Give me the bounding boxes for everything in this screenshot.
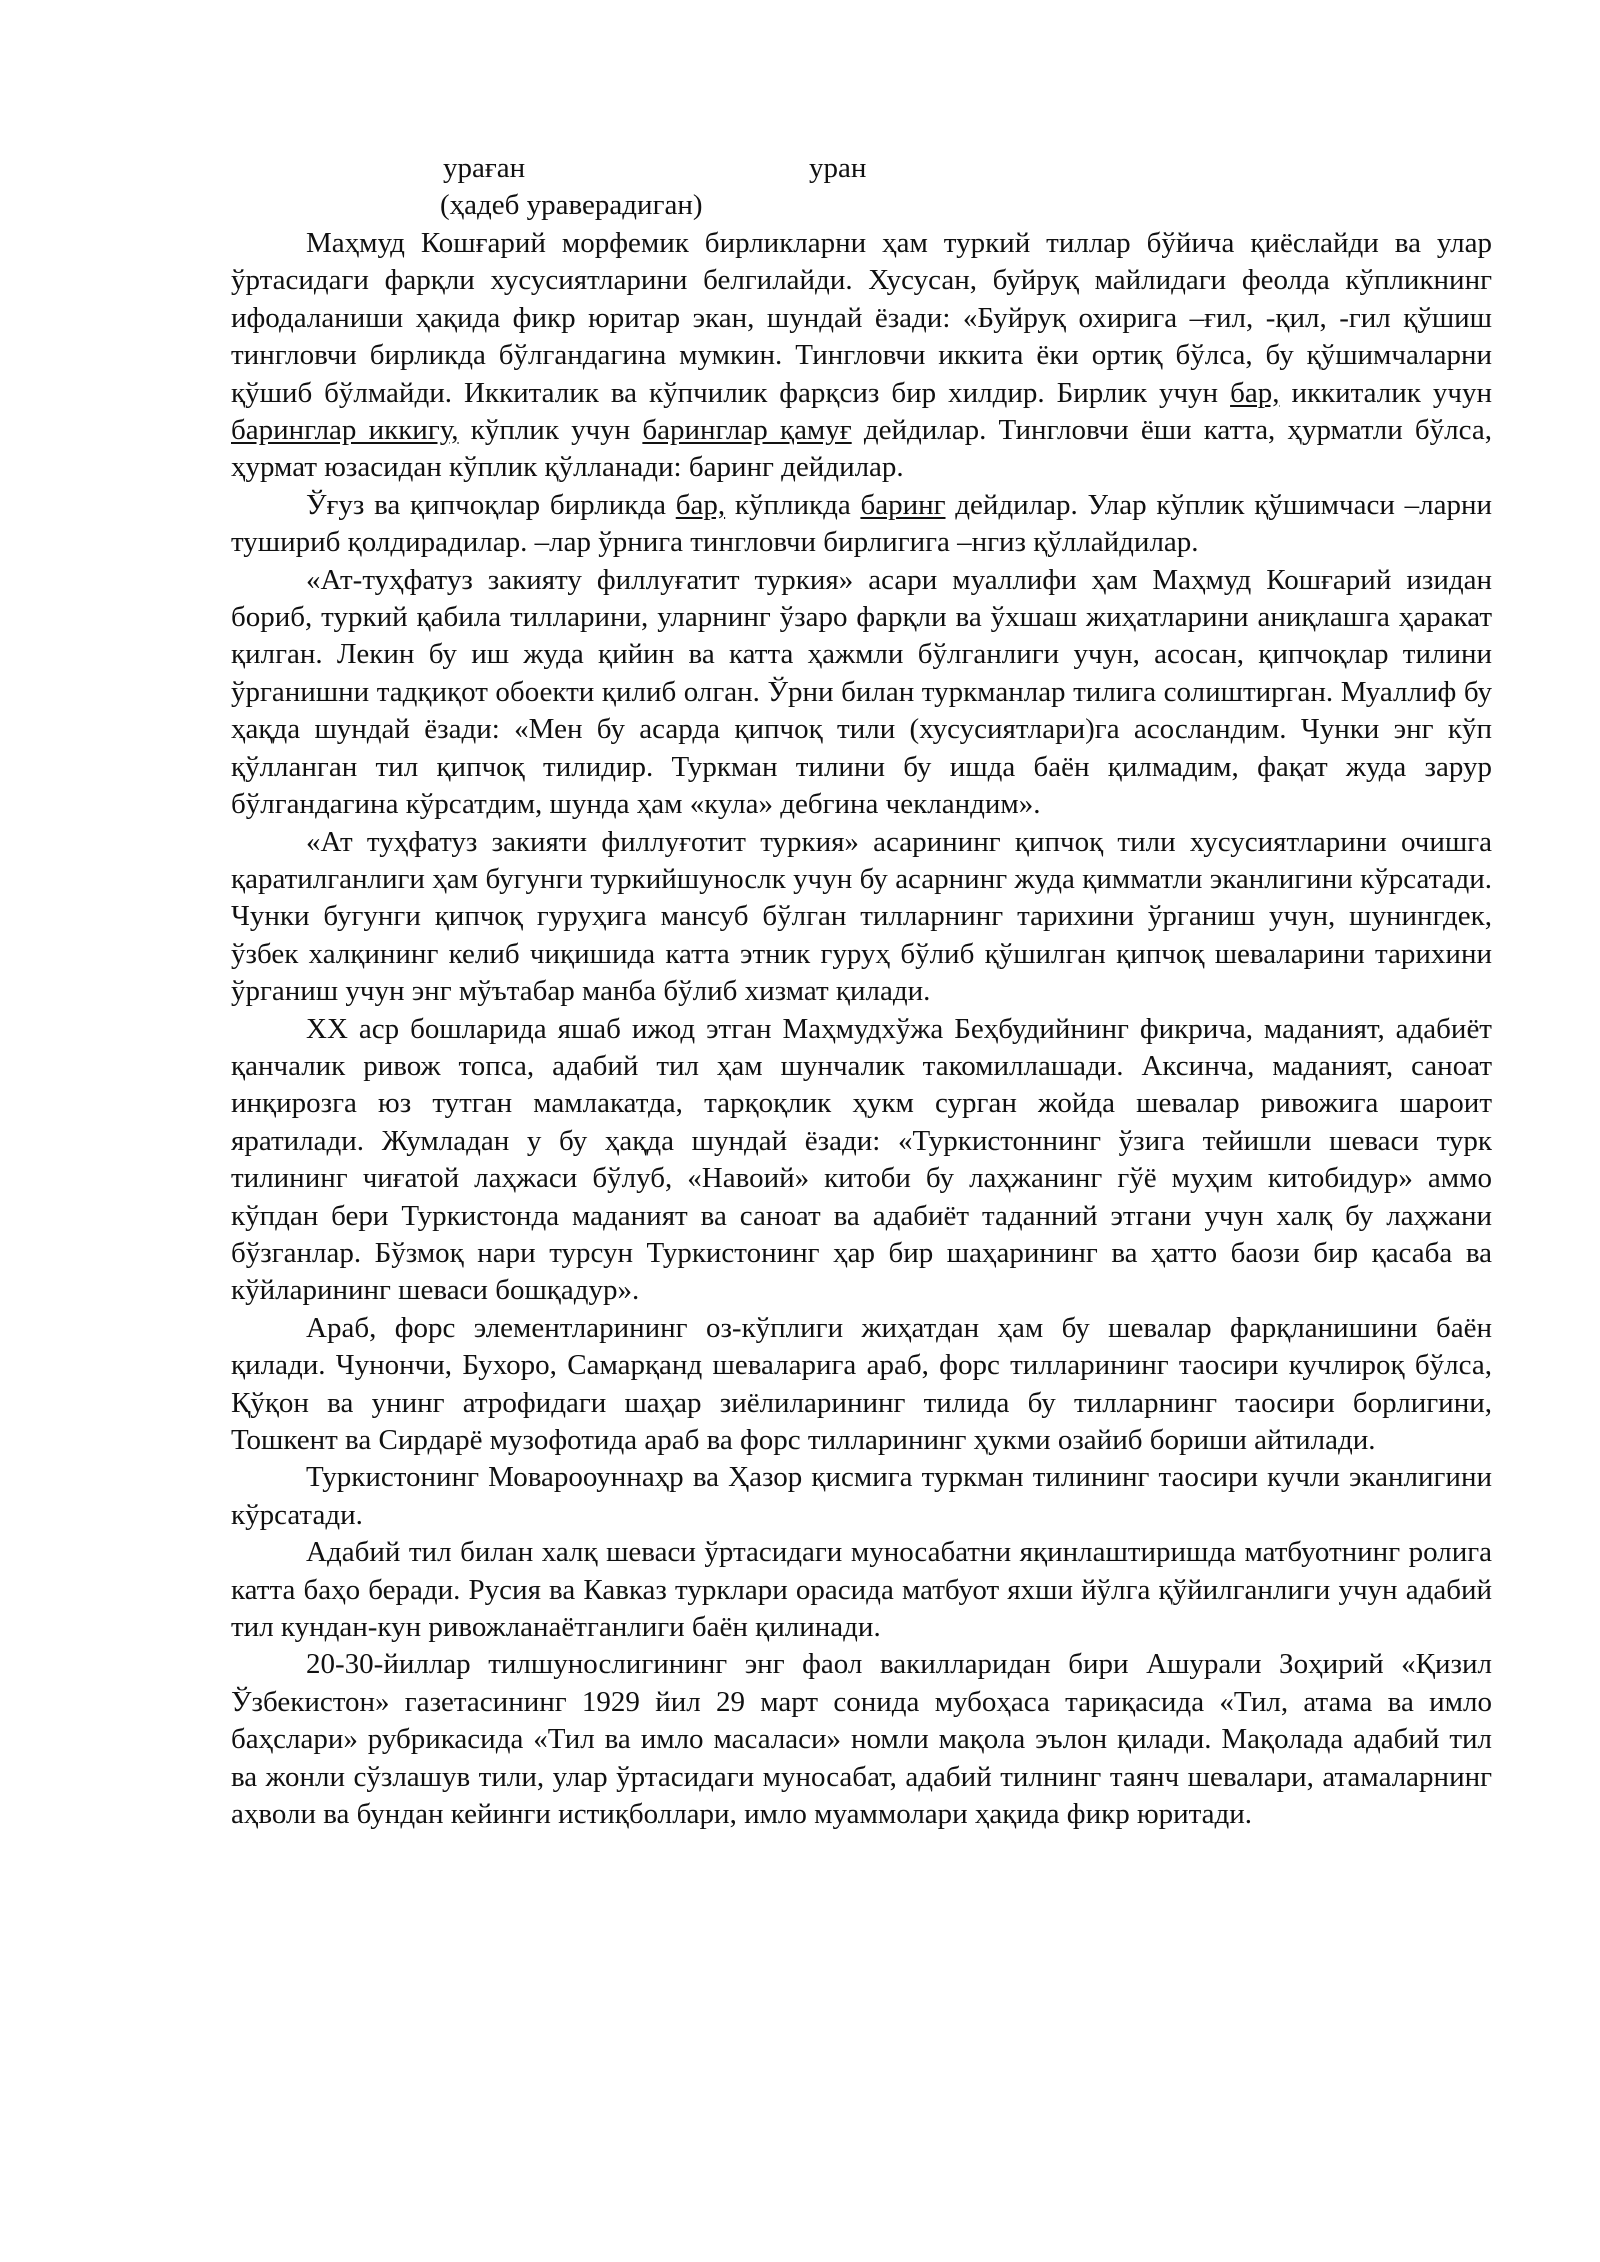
paragraph-2 bbox=[231, 487, 1492, 562]
paragraph-8: Адабий тил билан халқ шеваси ўртасидаги муносабатни яқинлаштиришда матбуотнинг ролига катта баҳо беради. Русия ва Кавказ турклари орасида матбуот яхши йўлга қўйилганлиги учун адабий тил кундан-кун ривожланаётганлиги баён қилинади. bbox=[231, 1536, 1492, 1644]
text-run: дейдилар. Тингловчи ёши катта, ҳурматли бўлса, ҳурмат юзасидан кўплик қўлланади: баринг дейдилар. bbox=[231, 414, 1493, 484]
example-words bbox=[231, 150, 1492, 225]
example-word-right: уран bbox=[809, 152, 867, 184]
text-run: Маҳмуд Кошғарий морфемик бирликларни ҳам туркий тиллар бўйича қиёслайди ва улар ўртасидаги фарқли хусусиятларини белгилайди. Хусусан, буйруқ майлидаги феолда кўпликнинг ифодаланиши ҳақида фикр юритар экан, шундай ёзади: «Буйруқ охирига –ғил, -қил, -гил қўшиш тингловчи бирликда бўлгандагина мумкин. Тингловчи иккита ёки ортиқ бўлса, бу қўшимчаларни қўшиб бўлмайди. Иккиталик ва кўпчилик фарқсиз бир хилдир. Бирлик учун bbox=[231, 227, 1492, 409]
paragraph-5: XX аср бошларида яшаб ижод этган Маҳмудхўжа Беҳбудийнинг фикрича, маданият, адабиёт қанчалик ривож топса, адабий тил ҳам шунчалик такомиллашади. Аксинча, маданият, саноат инқирозга юз тутган мамлакатда, тарқоқлик ҳукм сурган жойда шевалар ривожига шароит яратилади. Жумладан у бу ҳақда шундай ёзади: «Туркистоннинг ўзига тейишли шеваси турк тилининг чиғатой лаҳжаси бўлуб, «Навоий» китоби бу лаҳжанинг гўё муҳим китобидур» аммо кўпдан бери Туркистонда маданият ва саноат ва адабиёт таданний этгани учун халқ бу лаҳжани бўзганлар. Бўзмоқ нари турсун Туркистонинг ҳар бир шаҳарининг ва ҳатто баози бир қасаба ва кўйларининг шеваси бошқадур». bbox=[231, 1012, 1492, 1307]
text-run: иккиталик учун bbox=[1279, 376, 1492, 409]
paragraph-9: 20-30-йиллар тилшунослигининг энг фаол вакилларидан бири Ашурали Зоҳирий «Қизил Ўзбекистон» газетасининг 1929 йил 29 март сонида мубоҳаса тариқасида «Тил, атама ва имло баҳслари» рубрикасида «Тил ва имло масаласи» номли мақола эълон қилади. Мақолада адабий тил ва жонли сўзлашув тили, улар ўртасидаги муносабат, адабий тилнинг таянч шевалари, атамаларнинг аҳволи ва бундан кейинги истиқболлари, имло муаммолари ҳақида фикр юритади. bbox=[231, 1648, 1492, 1831]
example-word-left: урағaн bbox=[443, 152, 526, 184]
underlined-term: баринглар қамуғ bbox=[642, 414, 852, 447]
example-gloss: (ҳадеб ураверадиган) bbox=[440, 189, 703, 221]
paragraph-4: «Ат туҳфатуз закияти филлуғотит туркия» асарининг қипчоқ тили хусусиятларини очишга қаратилганлиги ҳам бугунги туркийшунослк учун бу асарнинг жуда қимматли эканлигини кўрсатади. Чунки бугунги қипчоқ гуруҳига мансуб бўлган тилларнинг тарихини ўрганиш учун, шунингдек, ўзбек халқининг келиб чиқишида катта этник гуруҳ бўлиб қўшилган қипчоқ шеваларини тарихини ўрганиш учун энг мўътабар манба бўлиб хизмат қилади. bbox=[231, 825, 1492, 1008]
paragraph-3: «Ат-туҳфатуз закияту филлуғатит туркия» асари муаллифи ҳам Маҳмуд Кошғарий изидан бориб, туркий қабила тилларини, уларнинг ўзаро фарқли ва ўхшаш жиҳатларини аниқлашга ҳаракат қилган. Лекин бу иш жуда қийин ва катта ҳажмли бўлганлиги учун, асосан, қипчоқлар тилини ўрганишни тадқиқот обоекти қилиб олган. Ўрни билан туркманлар тилига солиштирган. Муаллиф бу ҳақда шундай ёзади: «Мен бу асарда қипчоқ тили (хусусиятлари)га асосландим. Чунки энг кўп қўлланган тил қипчоқ тилидир. Туркман тилини бу ишда баён қилмадим, фақат жуда зарур бўлгандагина кўрсатдим, шунда ҳам «кула» дебгина чекландим». bbox=[231, 563, 1492, 821]
paragraph-6: Араб, форс элементларининг оз-кўплиги жиҳатдан ҳам бу шевалар фарқланишини баён қилади. Чунончи, Бухоро, Самарқанд шеваларига араб, форс тилларининг таосири кучлироқ бўлса, Қўқон ва унинг атрофидаги шаҳар зиёлиларининг тилида бу тилларнинг таосири борлигини, Тошкент ва Сирдарё музофотида араб ва форс тилларининг ҳукми озайиб бориши айтилади. bbox=[231, 1311, 1492, 1456]
underlined-term: баринглар иккигу, bbox=[231, 414, 459, 447]
text-run: Ўғуз ва қипчоқлар бирликда bbox=[306, 488, 676, 521]
text-run: кўпликда bbox=[725, 488, 861, 521]
paragraph-7: Туркистонинг Моварооуннаҳр ва Ҳазор қисмига туркман тилининг таосири кучли эканлигини кўрсатади. bbox=[231, 1461, 1492, 1531]
document-page bbox=[231, 150, 1492, 1833]
text-run: кўплик учун bbox=[458, 414, 643, 447]
underlined-term: бар, bbox=[1230, 376, 1280, 409]
underlined-term: баринг bbox=[860, 488, 946, 521]
paragraph-1 bbox=[231, 225, 1492, 487]
text-run: дейдилар. Улар кўплик қўшимчаси –ларни тушириб қолдирадилар. –лар ўрнига тингловчи бирлигига –нгиз қўллайдилар. bbox=[231, 488, 1492, 559]
underlined-term: бар, bbox=[675, 488, 726, 521]
